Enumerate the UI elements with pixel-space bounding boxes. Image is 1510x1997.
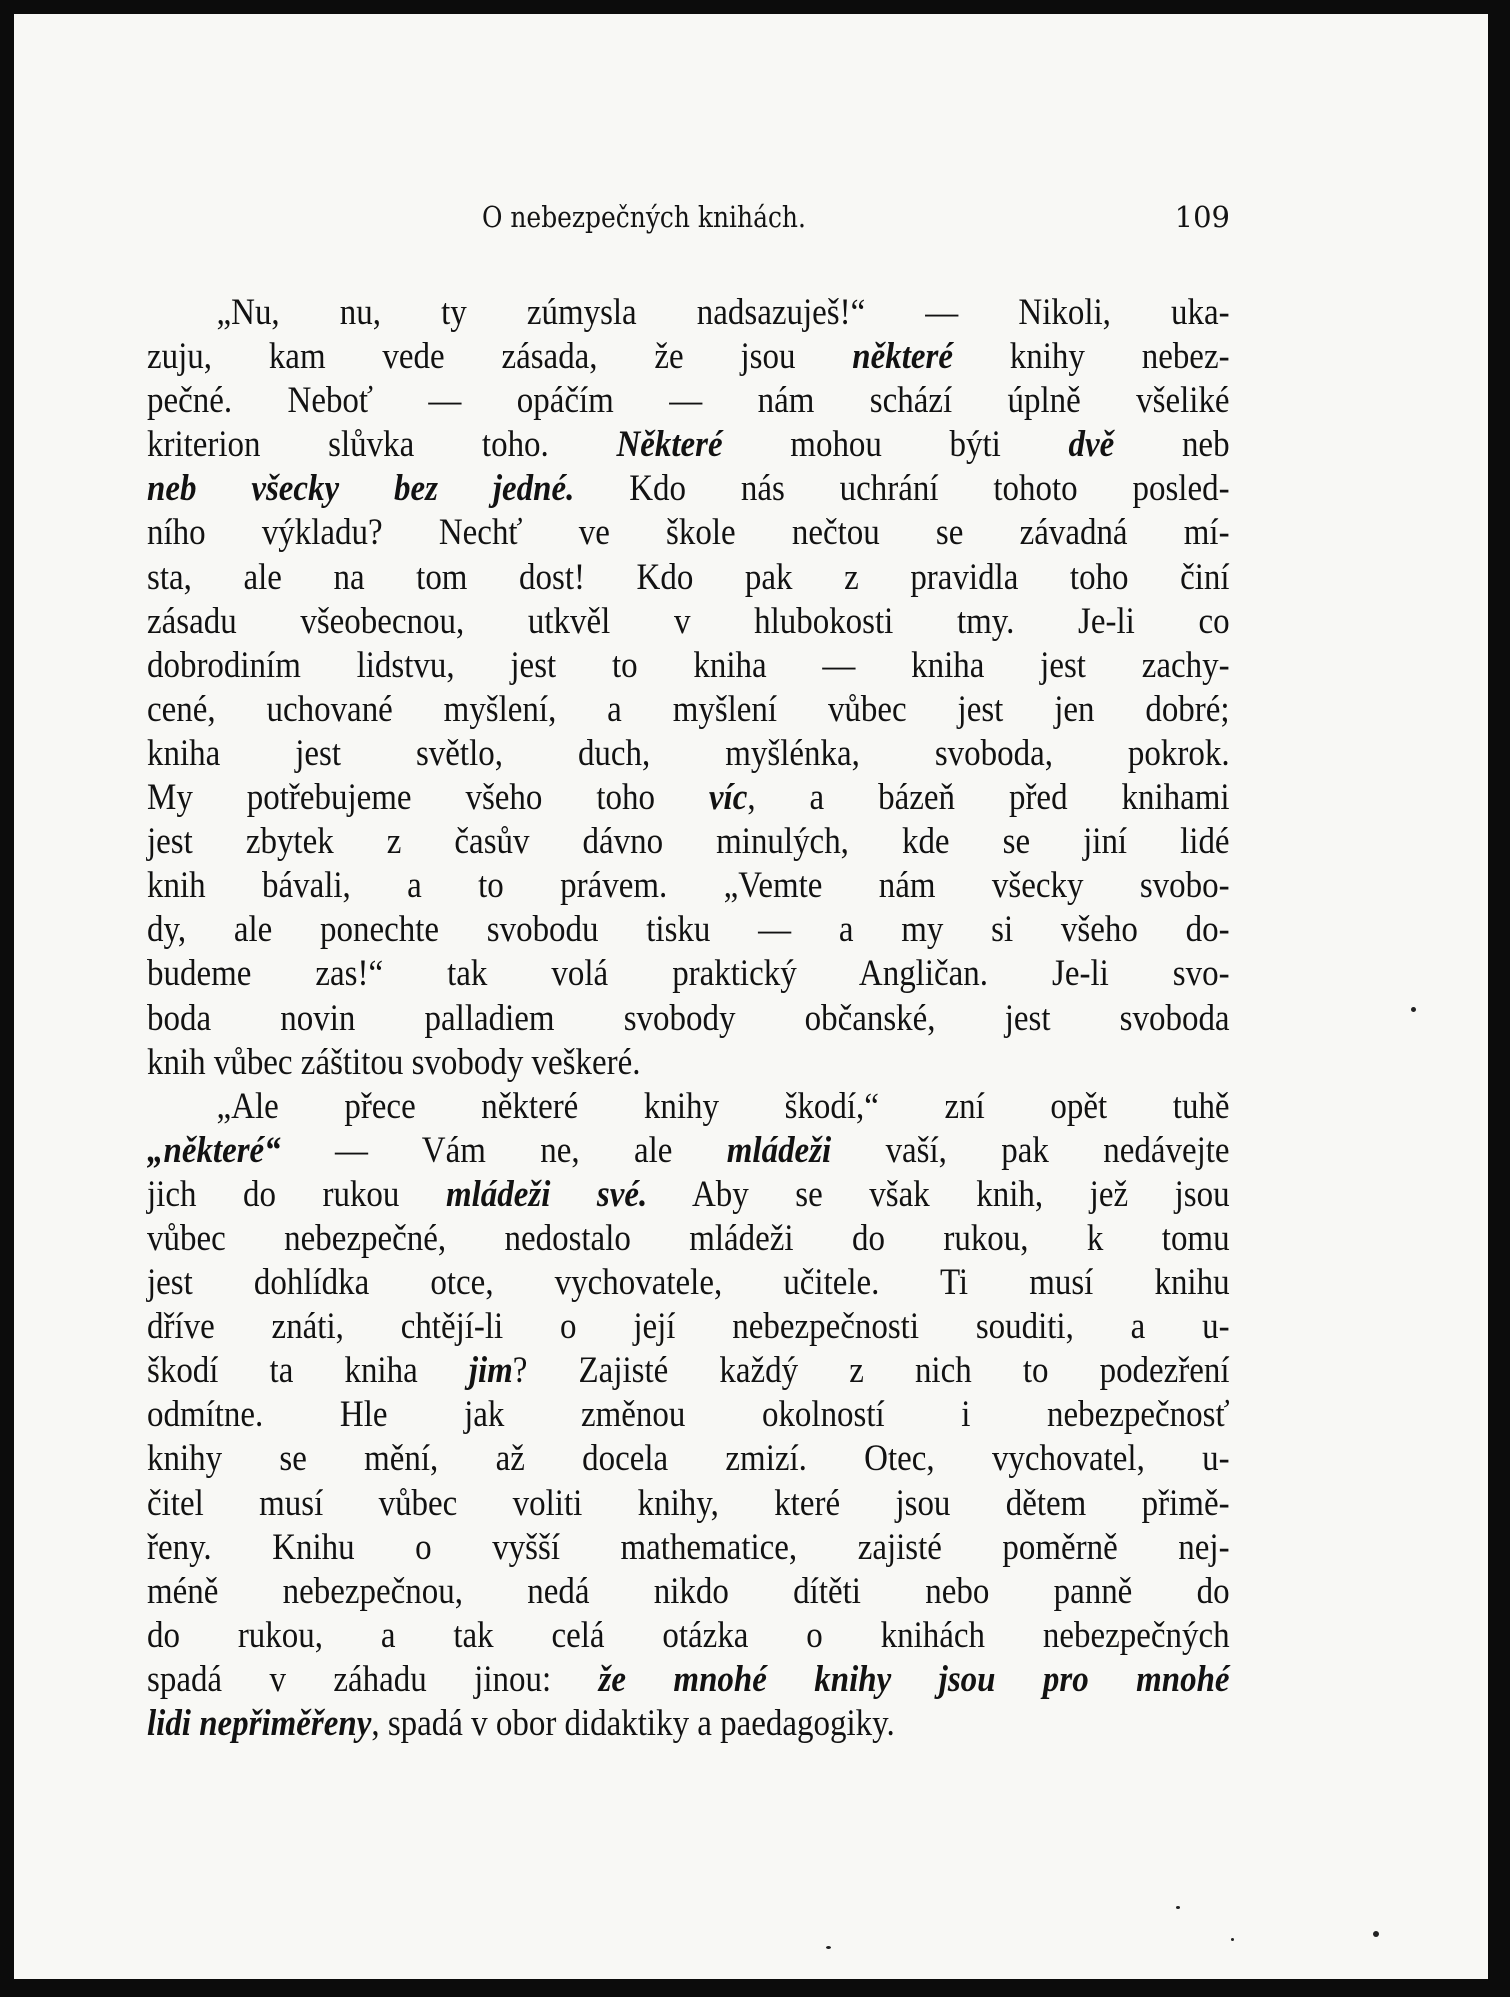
text-run: odmítne. Hle jak změnou okolností i nebezpečnosť [147, 1394, 1230, 1436]
text-line [147, 952, 1230, 996]
ink-speck [826, 1946, 831, 1949]
text-run: „Ale přece některé knihy škodí,“ zní opět tuhě [216, 1085, 1230, 1127]
text-run: mohou býti [722, 424, 1069, 466]
text-run: sta, ale na tom dost! Kdo pak z pravidla toho činí [147, 556, 1230, 598]
text-line [147, 1393, 1230, 1437]
italic-run: lidi nepřiměřeny [147, 1703, 372, 1744]
text-run: , a bázeň před knihami [747, 777, 1230, 819]
text-run: čitel musí vůbec voliti knihy, které jsou dětem přimě- [147, 1482, 1230, 1524]
text-run: dříve znáti, chtějí-li o její nebezpečnosti souditi, a u- [147, 1306, 1230, 1348]
text-line [147, 379, 1230, 423]
text-line [147, 1482, 1230, 1526]
italic-run: neb všecky bez jedné. [147, 468, 575, 510]
text-run: boda novin palladiem svobody občanské, jest svoboda [147, 997, 1230, 1039]
text-line [147, 1437, 1230, 1481]
text-run: jich do rukou [147, 1173, 446, 1215]
text-run: „Nu, nu, ty zúmysla nadsazuješ!“ — Nikoli, uka- [216, 292, 1230, 333]
text-run: jest dohlídka otce, vychovatele, učitele. Ti musí knihu [147, 1262, 1230, 1304]
text-run: zásadu všeobecnou, utkvěl v hlubokosti tmy. Je-li co [147, 600, 1230, 642]
text-run: knihy nebez- [952, 336, 1230, 378]
text-line [147, 644, 1230, 688]
italic-run: jim [468, 1350, 513, 1392]
ink-speck [1373, 1931, 1379, 1937]
paragraph [147, 291, 1230, 1085]
text-line [147, 1702, 1230, 1746]
text-run: vůbec nebezpečné, nedostalo mládeži do rukou, k tomu [147, 1217, 1230, 1259]
text-run: kriterion slůvka toho. [147, 424, 617, 466]
text-run: pečné. Neboť — opáčím — nám schází úplně všeliké [147, 380, 1230, 422]
running-header [482, 200, 1230, 246]
text-run: kniha jest světlo, duch, myšlénka, svoboda, pokrok. [147, 732, 1230, 774]
text-line [147, 1085, 1230, 1129]
text-run: dy, ale ponechte svobodu tisku — a my si všeho do- [147, 909, 1230, 951]
italic-run: „některé“ [147, 1129, 281, 1171]
text-line [147, 1305, 1230, 1349]
text-run: budeme zas!“ tak volá praktický Angličan. Je-li svo- [147, 953, 1230, 995]
text-line [147, 291, 1230, 335]
italic-run: mládeži své. [445, 1173, 648, 1215]
paragraph [147, 1085, 1230, 1746]
text-run: knihy se mění, až docela zmizí. Otec, vychovatel, u- [147, 1438, 1230, 1480]
text-run: cené, uchované myšlení, a myšlení vůbec jest jen dobré; [147, 688, 1230, 730]
text-line [147, 1614, 1230, 1658]
text-run: knih bávali, a to právem. „Vemte nám všecky svobo- [147, 865, 1230, 907]
text-run: méně nebezpečnou, nedá nikdo dítěti nebo panně do [147, 1570, 1230, 1612]
text-run: řeny. Knihu o vyšší mathematice, zajisté poměrně nej- [147, 1526, 1230, 1568]
text-line [147, 997, 1230, 1041]
text-line [147, 1129, 1230, 1173]
text-line [147, 600, 1230, 644]
text-run: ? Zajisté každý z nich to podezření [512, 1350, 1230, 1392]
ink-speck [1411, 1007, 1416, 1012]
text-line [147, 1217, 1230, 1261]
book-page [14, 14, 1488, 1979]
text-line [147, 776, 1230, 820]
italic-run: víc [708, 777, 748, 819]
ink-speck [1231, 1938, 1234, 1941]
text-line [147, 1526, 1230, 1570]
ink-speck [1176, 1906, 1180, 1909]
text-run: Kdo nás uchrání tohoto posled- [574, 468, 1230, 510]
text-run: vaší, pak nedávejte [831, 1129, 1230, 1171]
text-run: dobrodiním lidstvu, jest to kniha — kniha jest zachy- [147, 644, 1230, 686]
text-run: zuju, kam vede zásada, že jsou [147, 336, 853, 378]
text-run: spadá v záhadu jinou: [147, 1658, 599, 1700]
text-run: My potřebujeme všeho toho [147, 777, 709, 819]
text-run: , spadá v obor didaktiky a paedagogiky. [371, 1703, 895, 1744]
text-line [147, 864, 1230, 908]
italic-run: některé [852, 336, 953, 378]
text-line [147, 1570, 1230, 1614]
italic-run: mládeži [726, 1129, 832, 1171]
page-number: 109 [1174, 200, 1230, 234]
body-text [147, 291, 1230, 1746]
text-line [147, 1041, 1230, 1085]
running-title: O nebezpečných knihách. [482, 200, 806, 234]
italic-run: že mnohé knihy jsou pro mnohé [598, 1658, 1230, 1700]
text-run: knih vůbec záštitou svobody veškeré. [147, 1041, 641, 1083]
text-line [147, 1261, 1230, 1305]
text-line [147, 820, 1230, 864]
text-run: Aby se však knih, jež jsou [647, 1173, 1230, 1215]
text-run: neb [1114, 424, 1230, 466]
text-run: jest zbytek z časův dávno minulých, kde se jiní lidé [147, 821, 1230, 863]
text-line [147, 1349, 1230, 1393]
text-line [147, 1658, 1230, 1702]
text-line [147, 511, 1230, 555]
text-line [147, 423, 1230, 467]
text-line [147, 556, 1230, 600]
text-line [147, 467, 1230, 511]
text-line [147, 335, 1230, 379]
text-line [147, 908, 1230, 952]
italic-run: dvě [1068, 424, 1115, 466]
text-run: do rukou, a tak celá otázka o knihách nebezpečných [147, 1614, 1230, 1656]
italic-run: Některé [616, 424, 723, 466]
text-run: — Vám ne, ale [280, 1129, 727, 1171]
text-run: škodí ta kniha [147, 1350, 469, 1392]
text-run: ního výkladu? Nechť ve škole nečtou se závadná mí- [147, 512, 1230, 554]
text-line [147, 688, 1230, 732]
text-line [147, 1173, 1230, 1217]
text-line [147, 732, 1230, 776]
